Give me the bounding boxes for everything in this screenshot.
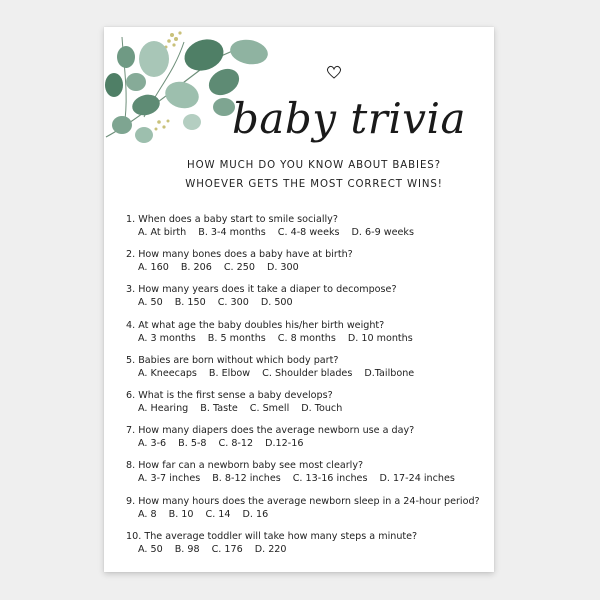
question-item	[126, 354, 486, 389]
answer-option: B. 98	[174, 543, 200, 555]
answer-option: A. 160	[138, 262, 169, 274]
answer-options	[126, 402, 486, 416]
subtitle-line-1: HOW MUCH DO YOU KNOW ABOUT BABIES?	[187, 160, 441, 171]
question-number: 3.	[126, 284, 136, 296]
question-item	[126, 424, 486, 459]
question-text	[126, 319, 486, 332]
answer-option: D. 300	[266, 262, 299, 274]
question-prompt: How many years does it take a diaper to decompose?	[138, 284, 397, 296]
answer-option: C. Smell	[249, 402, 290, 414]
answer-option: B. Elbow	[208, 367, 251, 379]
question-prompt: How many hours does the average newborn sleep in a 24-hour period?	[138, 495, 480, 507]
answer-option: D. Touch	[301, 402, 343, 414]
answer-option: D. 500	[260, 297, 293, 309]
question-list	[126, 213, 486, 565]
answer-option: D. 6-9 weeks	[351, 227, 414, 238]
question-item	[126, 459, 486, 494]
answer-options	[126, 332, 486, 346]
question-prompt: What is the first sense a baby develops?	[138, 389, 333, 401]
answer-option: B. Taste	[200, 402, 238, 414]
answer-option: C. 4-8 weeks	[277, 227, 340, 238]
question-text	[126, 389, 486, 402]
answer-options	[126, 508, 486, 522]
answer-options	[126, 437, 486, 451]
answer-option: C. Shoulder blades	[262, 367, 353, 379]
question-item	[126, 319, 486, 354]
answer-option: B. 150	[174, 297, 206, 309]
answer-option: C. 13-16 inches	[292, 473, 368, 485]
answer-option: D.Tailbone	[364, 367, 415, 379]
question-item	[126, 389, 486, 424]
answer-option: A. 50	[138, 543, 163, 555]
question-item	[126, 283, 486, 318]
question-number: 5.	[126, 354, 136, 366]
question-number: 2.	[126, 249, 136, 261]
answer-option: A. 3 months	[138, 332, 196, 344]
answer-option: C. 8-12	[218, 438, 254, 450]
question-number: 6.	[126, 389, 136, 401]
answer-options	[126, 367, 486, 381]
question-item	[126, 530, 486, 565]
answer-options	[126, 543, 486, 557]
question-text	[126, 354, 486, 367]
question-text	[126, 424, 486, 437]
heart-icon	[326, 65, 342, 79]
answer-option: C. 14	[205, 508, 231, 520]
question-text	[126, 283, 486, 296]
question-item	[126, 248, 486, 283]
question-text	[126, 213, 486, 226]
answer-options	[126, 261, 486, 275]
question-prompt: At what age the baby doubles his/her birth weight?	[138, 319, 385, 331]
trivia-card	[104, 27, 494, 572]
subtitle-line-2: WHOEVER GETS THE MOST CORRECT WINS!	[185, 179, 443, 190]
question-item	[126, 213, 486, 248]
answer-option: D. 16	[242, 508, 269, 520]
question-text	[126, 530, 486, 543]
question-prompt: The average toddler will take how many steps a minute?	[144, 530, 418, 542]
question-text	[126, 495, 486, 508]
page-title: baby trivia	[232, 94, 466, 143]
question-prompt: How many diapers does the average newborn use a day?	[138, 425, 415, 437]
answer-option: B. 3-4 months	[198, 227, 266, 238]
answer-option: A. Kneecaps	[138, 367, 197, 379]
answer-options	[126, 472, 486, 486]
answer-option: D. 220	[254, 543, 287, 555]
question-item	[126, 495, 486, 530]
answer-option: B. 8-12 inches	[212, 473, 281, 485]
question-number: 9.	[126, 495, 136, 507]
answer-option: C. 8 months	[277, 332, 336, 344]
answer-option: B. 5 months	[207, 332, 266, 344]
answer-option: D.12-16	[265, 438, 304, 450]
answer-option: B. 5-8	[178, 438, 207, 450]
answer-option: C. 300	[217, 297, 249, 309]
question-text	[126, 459, 486, 472]
answer-option: A. 50	[138, 297, 163, 309]
question-prompt: How many bones does a baby have at birth?	[138, 249, 353, 261]
question-number: 4.	[126, 319, 136, 331]
answer-options	[126, 226, 486, 240]
question-number: 8.	[126, 460, 136, 472]
answer-option: B. 206	[180, 262, 212, 274]
question-number: 1.	[126, 214, 136, 225]
answer-options	[126, 296, 486, 310]
answer-option: A. Hearing	[138, 402, 189, 414]
question-prompt: When does a baby start to smile socially?	[138, 214, 338, 225]
answer-option: A. 3-7 inches	[138, 473, 201, 485]
answer-option: C. 176	[211, 543, 243, 555]
question-number: 7.	[126, 425, 136, 437]
answer-option: A. 8	[138, 508, 157, 520]
answer-option: C. 250	[223, 262, 255, 274]
answer-option: A. At birth	[138, 227, 187, 238]
answer-option: A. 3-6	[138, 438, 167, 450]
question-text	[126, 248, 486, 261]
question-prompt: Babies are born without which body part?	[138, 354, 339, 366]
answer-option: D. 17-24 inches	[379, 473, 455, 485]
question-prompt: How far can a newborn baby see most clearly?	[138, 460, 364, 472]
question-number: 10.	[126, 530, 142, 542]
answer-option: D. 10 months	[347, 332, 413, 344]
answer-option: B. 10	[168, 508, 194, 520]
